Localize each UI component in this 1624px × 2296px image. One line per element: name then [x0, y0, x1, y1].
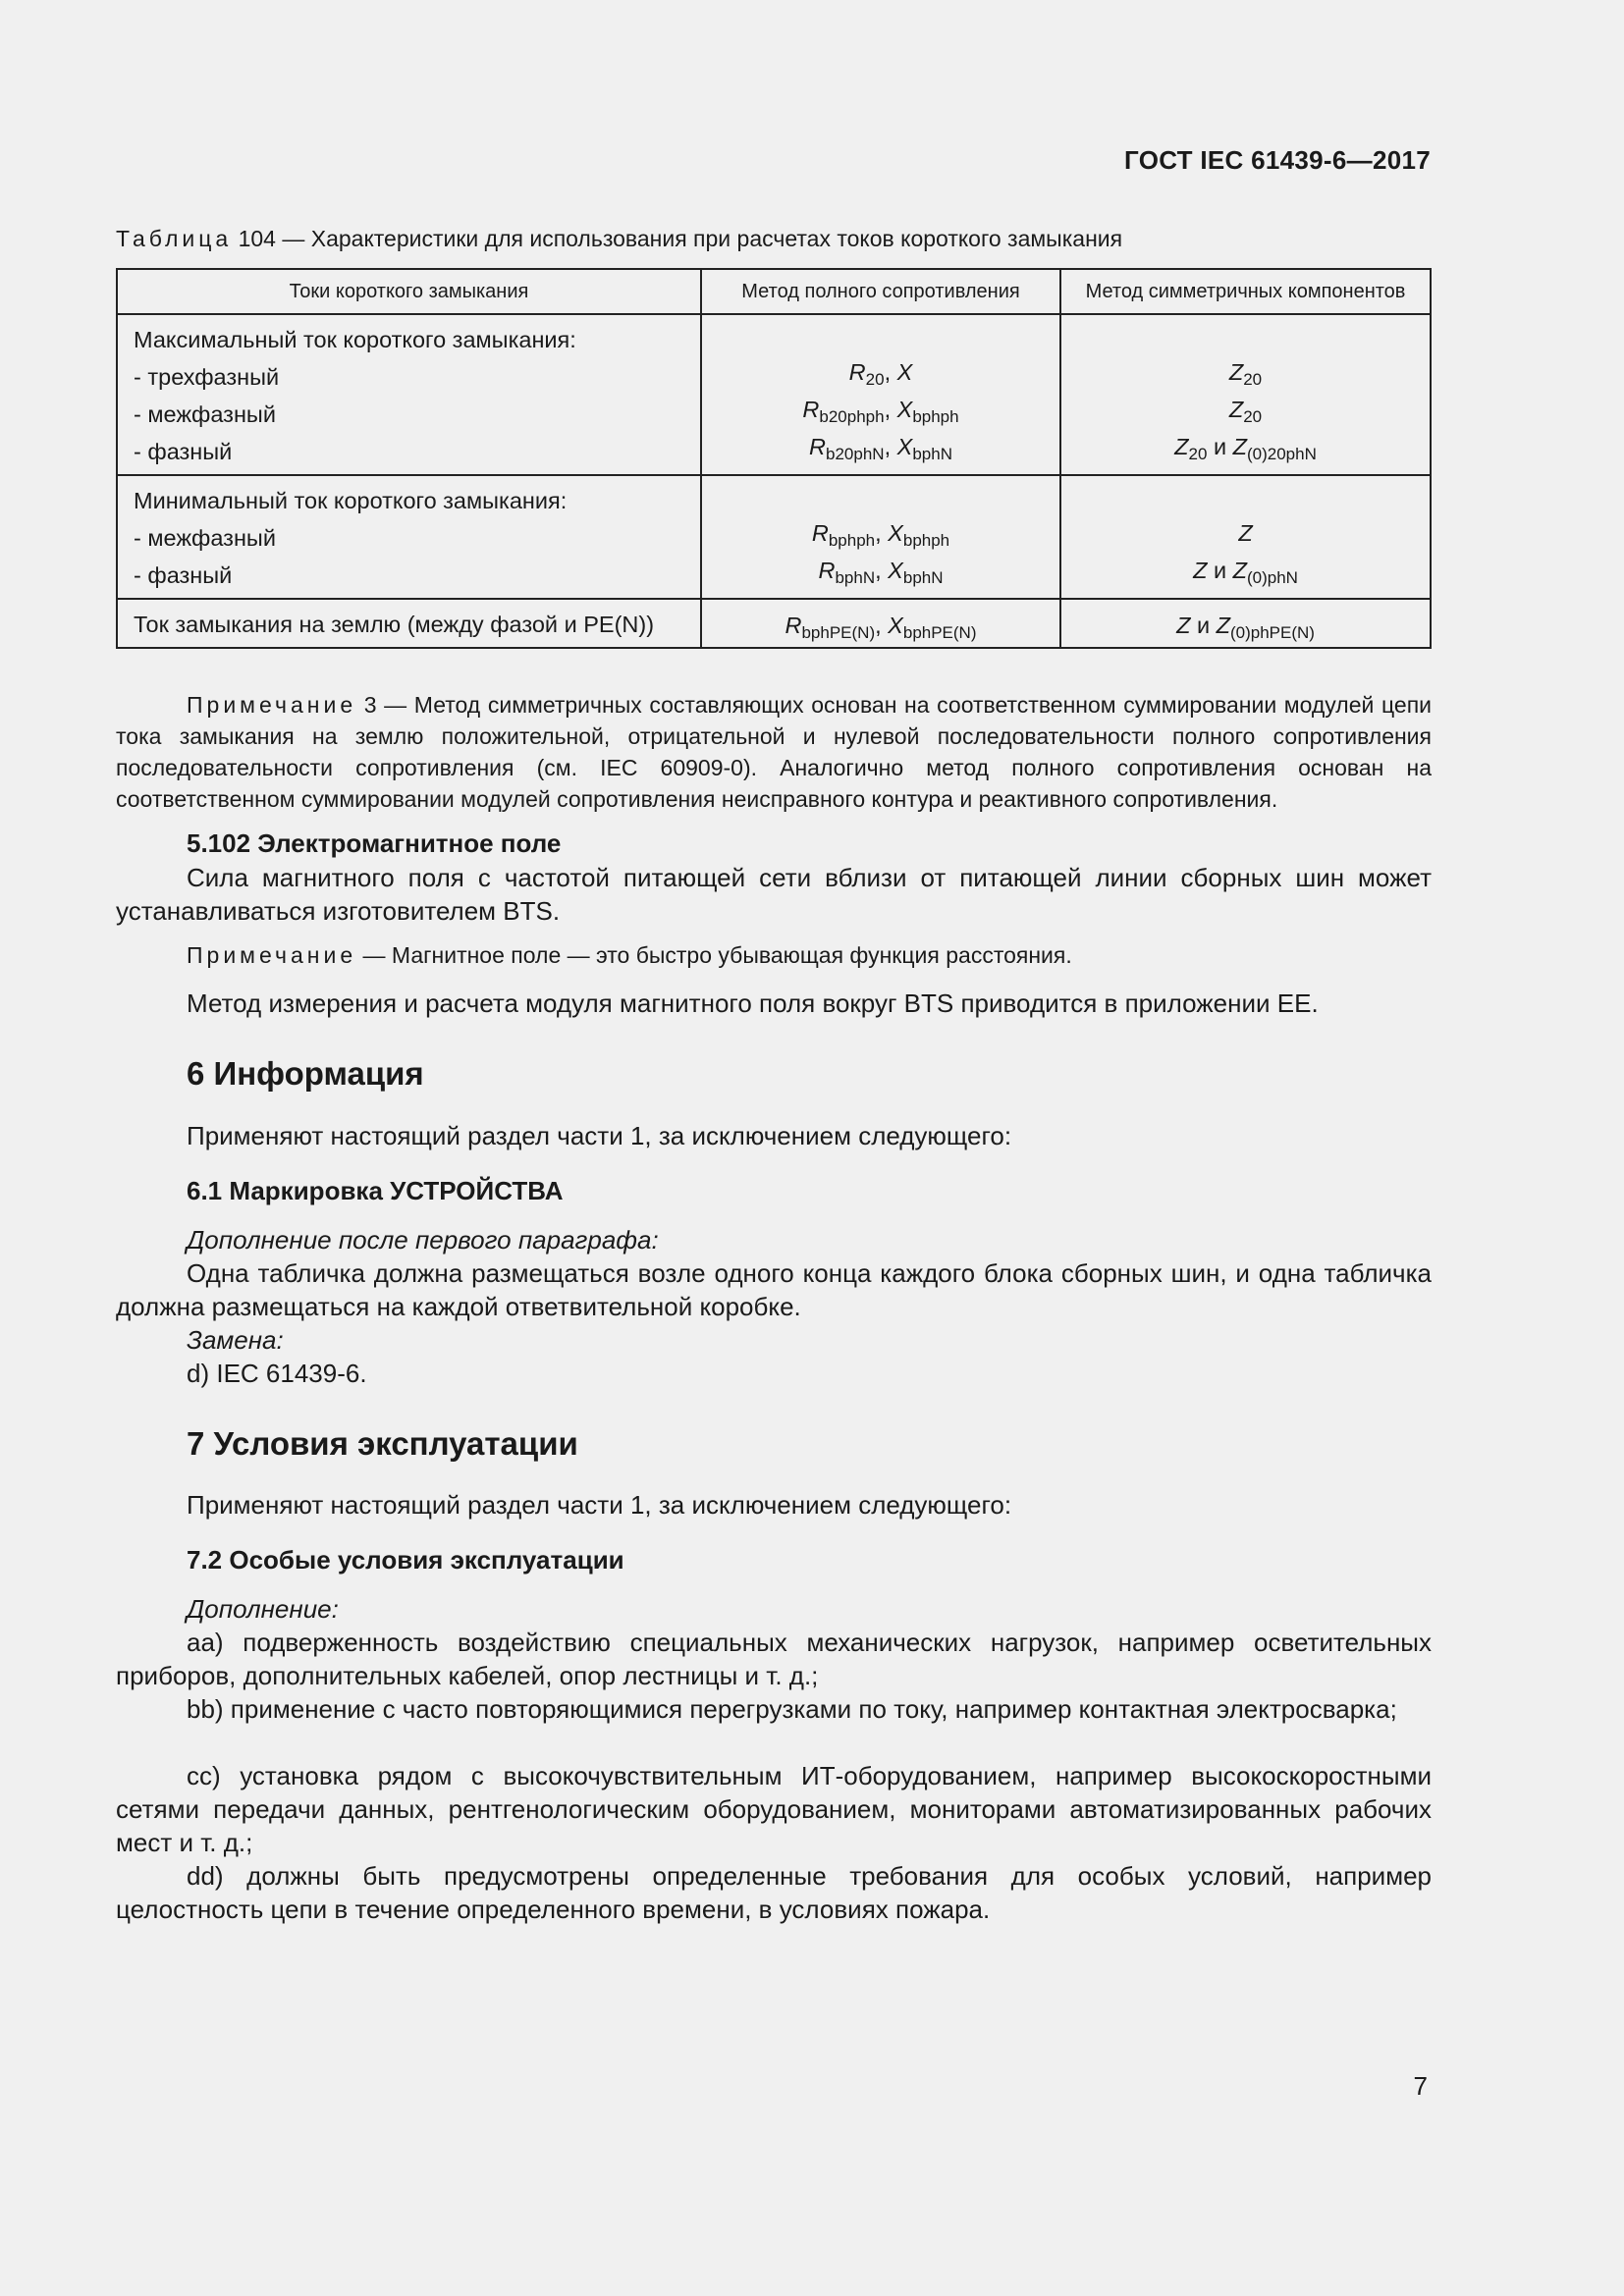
list-item: aa) подверженность воздействию специальных механических нагрузок, например осветительных приборов, дополнительных кабелей, опор лестницы и т. д.;: [116, 1628, 1432, 1690]
table-row: [117, 475, 1431, 599]
table-header-cell: Метод полного сопротивления: [701, 269, 1060, 314]
note-label: Примечание: [187, 692, 357, 718]
short-circuit-table: [116, 268, 1432, 649]
list-item: - фазный: [134, 562, 233, 588]
table-caption-label: Таблица: [116, 226, 233, 251]
table-cell: [117, 314, 701, 475]
formula: $Z_{20}$ и $Z_{(0)20phN}$: [1174, 434, 1317, 463]
document-header: ГОСТ IEC 61439-6—2017: [1124, 145, 1431, 175]
group-title: Максимальный ток короткого замыкания:: [134, 327, 576, 352]
formula: Z и $Z_{(0)phN}$: [1193, 558, 1298, 587]
formula: $R_{bphPE(N)}$, $X_{bphPE(N)}$: [785, 613, 977, 642]
table-cell: [701, 599, 1060, 648]
formula: $R_{20}$, X: [848, 359, 913, 389]
list-item: bb) применение с часто повторяющимися перегрузками по току, например контактная электросварка;: [187, 1694, 1397, 1724]
row-label: Ток замыкания на землю (между фазой и PE(N)): [134, 612, 655, 637]
note-text: 3 — Метод симметричных составляющих основан на соответственном суммировании модулей цепи тока замыкания на землю положительной, отрицательной и нулевой последовательности полного сопротивления последовательности сопротивления (см. IEC 60909-0). Аналогично метод полного сопротивления основан на соответственном суммировании модулей сопротивления неисправного контура и реактивного сопротивления.: [116, 692, 1432, 812]
formula: $R_{bphN}$, $X_{bphN}$: [818, 558, 944, 587]
table-cell: [701, 314, 1060, 475]
list-item: d) IEC 61439-6.: [187, 1359, 367, 1388]
table-header-cell: Метод симметричных компонентов: [1060, 269, 1431, 314]
formula: Z: [1238, 520, 1253, 546]
formula: $Z_{20}$: [1228, 359, 1263, 389]
section-7-title: 7 Условия эксплуатации: [187, 1425, 578, 1462]
table-caption-text: 104 — Характеристики для использования при расчетах токов короткого замыкания: [232, 226, 1123, 251]
table-cell: [701, 475, 1060, 599]
paragraph: Применяют настоящий раздел части 1, за исключением следующего:: [187, 1121, 1012, 1150]
note: [187, 939, 1432, 971]
table-cell: [1060, 314, 1431, 475]
section-5-102-title: 5.102 Электромагнитное поле: [187, 828, 562, 858]
formula: $Z_{20}$: [1228, 397, 1263, 426]
page-number: 7: [1413, 2071, 1428, 2101]
addition-label: Дополнение после первого параграфа:: [187, 1225, 659, 1255]
table-cell: [117, 599, 701, 648]
note-label: Примечание: [187, 942, 357, 968]
table-header-cell: Токи короткого замыкания: [117, 269, 701, 314]
table-header-row: [117, 269, 1431, 314]
replacement-label: Замена:: [187, 1325, 284, 1355]
list-item: - фазный: [134, 439, 233, 464]
table-row: [117, 314, 1431, 475]
formula: $R_{bphph}$, $X_{bphph}$: [811, 520, 950, 550]
paragraph: Применяют настоящий раздел части 1, за исключением следующего:: [187, 1490, 1012, 1520]
list-item: - межфазный: [134, 525, 276, 551]
note-text: — Магнитное поле — это быстро убывающая функция расстояния.: [356, 942, 1072, 968]
formula: Z и $Z_{(0)phPE(N)}$: [1176, 613, 1315, 642]
list-item: cc) установка рядом с высокочувствительным ИТ-оборудованием, например высокоскоростными сетями передачи данных, рентгенологическим оборудованием, мониторами автоматизированных рабочих мест и т. д.;: [116, 1761, 1432, 1857]
table-cell: [1060, 475, 1431, 599]
paragraph: Метод измерения и расчета модуля магнитного поля вокруг BTS приводится в приложении EE.: [187, 988, 1319, 1018]
paragraph: Одна табличка должна размещаться возле одного конца каждого блока сборных шин, и одна табличка должна размещаться на каждой ответвительной коробке.: [116, 1258, 1432, 1321]
list-item: - трехфазный: [134, 364, 280, 390]
note-3: [116, 689, 1432, 815]
section-6-title: 6 Информация: [187, 1055, 424, 1092]
section-6-1-title: 6.1 Маркировка УСТРОЙСТВА: [187, 1176, 564, 1205]
table-row: [117, 599, 1431, 648]
addition-label: Дополнение:: [187, 1594, 339, 1624]
table-cell: [1060, 599, 1431, 648]
paragraph: Сила магнитного поля с частотой питающей сети вблизи от питающей линии сборных шин может устанавливаться изготовителем BTS.: [116, 863, 1432, 926]
group-title: Минимальный ток короткого замыкания:: [134, 488, 568, 513]
list-item: dd) должны быть предусмотрены определенные требования для особых условий, например целостность цепи в течение определенного времени, в условиях пожара.: [116, 1861, 1432, 1924]
formula: $R_{b20phph}$, $X_{bphph}$: [802, 397, 959, 426]
formula: $R_{b20phN}$, $X_{bphN}$: [809, 434, 952, 463]
table-cell: [117, 475, 701, 599]
section-7-2-title: 7.2 Особые условия эксплуатации: [187, 1545, 624, 1575]
table-caption: [116, 226, 1122, 252]
list-item: - межфазный: [134, 401, 276, 427]
